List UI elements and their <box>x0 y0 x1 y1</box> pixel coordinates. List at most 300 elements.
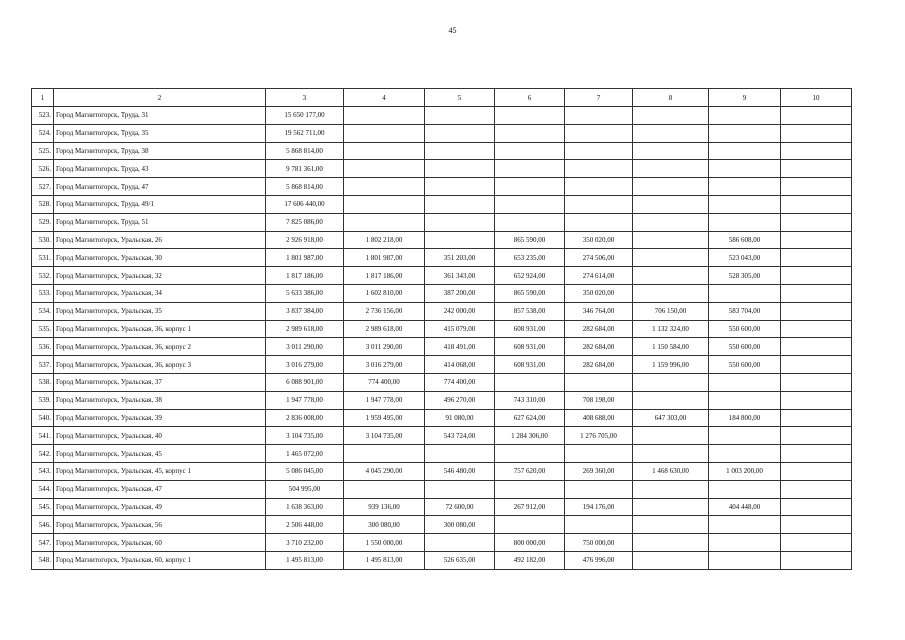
amount-cell: 1 495 813,00 <box>344 551 425 569</box>
amount-cell <box>781 445 852 463</box>
amount-cell <box>633 391 709 409</box>
amount-cell: 3 104 735,00 <box>344 427 425 445</box>
amount-cell <box>633 480 709 498</box>
table-body <box>32 107 852 570</box>
amount-cell: 608 931,00 <box>495 356 565 374</box>
amount-cell: 2 506 448,00 <box>266 516 344 534</box>
amount-cell: 708 198,00 <box>565 391 633 409</box>
column-header-10: 10 <box>781 89 852 107</box>
amount-cell <box>709 516 781 534</box>
table-row <box>32 534 852 552</box>
amount-cell: 404 448,00 <box>709 498 781 516</box>
amount-cell: 5 868 814,00 <box>266 142 344 160</box>
column-header-9: 9 <box>709 89 781 107</box>
row-number-cell: 538. <box>32 373 54 391</box>
amount-cell: 3 011 290,00 <box>344 338 425 356</box>
table-row <box>32 213 852 231</box>
amount-cell <box>709 213 781 231</box>
amount-cell: 408 688,00 <box>565 409 633 427</box>
table-row <box>32 498 852 516</box>
amount-cell: 274 614,00 <box>565 267 633 285</box>
amount-cell: 1 801 987,00 <box>266 249 344 267</box>
address-cell: Город Магнитогорск, Уральская, 60 <box>54 534 266 552</box>
amount-cell <box>633 498 709 516</box>
amount-cell <box>709 551 781 569</box>
amount-cell: 282 684,00 <box>565 356 633 374</box>
address-cell: Город Магнитогорск, Уральская, 56 <box>54 516 266 534</box>
row-number-cell: 545. <box>32 498 54 516</box>
amount-cell: 1 150 584,00 <box>633 338 709 356</box>
amount-cell <box>781 373 852 391</box>
amount-cell: 492 182,00 <box>495 551 565 569</box>
row-number-cell: 533. <box>32 284 54 302</box>
amount-cell: 1 132 324,00 <box>633 320 709 338</box>
row-number-cell: 542. <box>32 445 54 463</box>
amount-cell: 3 016 279,00 <box>344 356 425 374</box>
amount-cell <box>425 178 495 196</box>
amount-cell: 774 400,00 <box>344 373 425 391</box>
amount-cell <box>709 534 781 552</box>
amount-cell: 387 200,00 <box>425 284 495 302</box>
amount-cell: 1 284 306,00 <box>495 427 565 445</box>
amount-cell: 546 480,00 <box>425 462 495 480</box>
amount-cell: 1 959 495,00 <box>344 409 425 427</box>
amount-cell: 774 400,00 <box>425 373 495 391</box>
amount-cell <box>495 480 565 498</box>
row-number-cell: 531. <box>32 249 54 267</box>
amount-cell: 9 781 361,00 <box>266 160 344 178</box>
row-number-cell: 543. <box>32 462 54 480</box>
amount-cell <box>781 142 852 160</box>
amount-cell <box>709 373 781 391</box>
amount-cell <box>425 142 495 160</box>
amount-cell <box>565 107 633 125</box>
amount-cell: 800 000,00 <box>495 534 565 552</box>
row-number-cell: 527. <box>32 178 54 196</box>
amount-cell <box>565 445 633 463</box>
amount-cell: 750 000,00 <box>565 534 633 552</box>
amount-cell: 418 491,00 <box>425 338 495 356</box>
amount-cell <box>709 160 781 178</box>
amount-cell: 17 606 440,00 <box>266 195 344 213</box>
amount-cell <box>425 445 495 463</box>
amount-cell <box>781 231 852 249</box>
amount-cell: 583 704,00 <box>709 302 781 320</box>
amount-cell <box>633 445 709 463</box>
amount-cell: 15 650 177,00 <box>266 107 344 125</box>
amount-cell <box>781 302 852 320</box>
amount-cell <box>633 142 709 160</box>
amount-cell <box>781 534 852 552</box>
address-cell: Город Магнитогорск, Уральская, 40 <box>54 427 266 445</box>
amount-cell: 1 003 200,00 <box>709 462 781 480</box>
amount-cell <box>633 284 709 302</box>
amount-cell: 523 043,00 <box>709 249 781 267</box>
table-row <box>32 373 852 391</box>
address-cell: Город Магнитогорск, Труда, 31 <box>54 107 266 125</box>
amount-cell <box>709 427 781 445</box>
amount-cell <box>495 142 565 160</box>
amount-cell <box>565 516 633 534</box>
row-number-cell: 534. <box>32 302 54 320</box>
amount-cell <box>781 213 852 231</box>
table-row <box>32 195 852 213</box>
column-header-5: 5 <box>425 89 495 107</box>
amount-cell <box>633 373 709 391</box>
amount-cell: 3 011 290,00 <box>266 338 344 356</box>
amount-cell <box>425 124 495 142</box>
amount-cell: 415 079,00 <box>425 320 495 338</box>
amount-cell <box>495 124 565 142</box>
amount-cell: 586 608,00 <box>709 231 781 249</box>
amount-cell <box>495 213 565 231</box>
row-number-cell: 547. <box>32 534 54 552</box>
amount-cell <box>565 195 633 213</box>
amount-cell: 3 710 232,00 <box>266 534 344 552</box>
amount-cell <box>709 480 781 498</box>
amount-cell <box>709 391 781 409</box>
amount-cell <box>781 195 852 213</box>
amount-cell <box>425 107 495 125</box>
amount-cell: 72 600,00 <box>425 498 495 516</box>
amount-cell <box>565 124 633 142</box>
amount-cell: 300 080,00 <box>425 516 495 534</box>
amount-cell: 1 468 630,00 <box>633 462 709 480</box>
row-number-cell: 537. <box>32 356 54 374</box>
amount-cell <box>781 124 852 142</box>
amount-cell: 652 924,00 <box>495 267 565 285</box>
address-cell: Город Магнитогорск, Уральская, 32 <box>54 267 266 285</box>
amount-cell <box>344 107 425 125</box>
address-cell: Город Магнитогорск, Уральская, 37 <box>54 373 266 391</box>
amount-cell <box>781 480 852 498</box>
amount-cell <box>633 213 709 231</box>
amount-cell <box>344 124 425 142</box>
row-number-cell: 541. <box>32 427 54 445</box>
row-number-cell: 530. <box>32 231 54 249</box>
amount-cell: 857 538,00 <box>495 302 565 320</box>
amount-cell: 653 235,00 <box>495 249 565 267</box>
address-cell: Город Магнитогорск, Уральская, 35 <box>54 302 266 320</box>
address-cell: Город Магнитогорск, Уральская, 36, корпус 3 <box>54 356 266 374</box>
amount-cell <box>344 178 425 196</box>
amount-cell: 3 016 279,00 <box>266 356 344 374</box>
amount-cell: 194 176,00 <box>565 498 633 516</box>
amount-cell <box>781 409 852 427</box>
amount-cell: 350 020,00 <box>565 284 633 302</box>
amount-cell: 528 305,00 <box>709 267 781 285</box>
amount-cell: 865 590,00 <box>495 231 565 249</box>
amount-cell: 2 836 008,00 <box>266 409 344 427</box>
address-cell: Город Магнитогорск, Уральская, 36, корпус 2 <box>54 338 266 356</box>
amount-cell <box>495 445 565 463</box>
amount-cell <box>425 160 495 178</box>
table-row <box>32 302 852 320</box>
amount-cell <box>633 160 709 178</box>
column-header-2: 2 <box>54 89 266 107</box>
amount-cell <box>344 195 425 213</box>
amount-cell: 2 926 918,00 <box>266 231 344 249</box>
amount-cell: 1 817 186,00 <box>344 267 425 285</box>
amount-cell <box>633 107 709 125</box>
column-header-8: 8 <box>633 89 709 107</box>
row-number-cell: 544. <box>32 480 54 498</box>
amount-cell <box>781 249 852 267</box>
amount-cell: 7 825 086,00 <box>266 213 344 231</box>
amount-cell <box>781 284 852 302</box>
amount-cell: 4 045 290,00 <box>344 462 425 480</box>
address-cell: Город Магнитогорск, Уральская, 60, корпус 1 <box>54 551 266 569</box>
amount-cell <box>781 338 852 356</box>
amount-cell <box>633 267 709 285</box>
amount-cell <box>781 391 852 409</box>
table-row <box>32 391 852 409</box>
amount-cell: 5 868 814,00 <box>266 178 344 196</box>
amount-cell: 550 600,00 <box>709 356 781 374</box>
amount-cell <box>495 107 565 125</box>
table-row <box>32 480 852 498</box>
row-number-cell: 535. <box>32 320 54 338</box>
amount-cell: 476 996,00 <box>565 551 633 569</box>
address-cell: Город Магнитогорск, Уральская, 30 <box>54 249 266 267</box>
amount-cell: 346 764,00 <box>565 302 633 320</box>
amount-cell: 550 600,00 <box>709 320 781 338</box>
address-cell: Город Магнитогорск, Труда, 49/1 <box>54 195 266 213</box>
amount-cell: 3 104 735,00 <box>266 427 344 445</box>
amount-cell <box>633 195 709 213</box>
column-header-3: 3 <box>266 89 344 107</box>
address-cell: Город Магнитогорск, Уральская, 49 <box>54 498 266 516</box>
row-number-cell: 523. <box>32 107 54 125</box>
amount-cell: 865 590,00 <box>495 284 565 302</box>
address-cell: Город Магнитогорск, Труда, 47 <box>54 178 266 196</box>
table-row <box>32 267 852 285</box>
amount-cell <box>344 142 425 160</box>
amount-cell <box>633 516 709 534</box>
amount-cell <box>425 231 495 249</box>
amount-cell <box>425 534 495 552</box>
table-row <box>32 338 852 356</box>
amount-cell <box>495 160 565 178</box>
column-header-7: 7 <box>565 89 633 107</box>
amount-cell <box>709 124 781 142</box>
row-number-cell: 525. <box>32 142 54 160</box>
amount-cell: 282 684,00 <box>565 338 633 356</box>
amount-cell: 1 276 705,00 <box>565 427 633 445</box>
amount-cell <box>565 178 633 196</box>
amount-cell <box>344 480 425 498</box>
row-number-cell: 528. <box>32 195 54 213</box>
amount-cell <box>709 178 781 196</box>
amount-cell: 1 801 987,00 <box>344 249 425 267</box>
amount-cell <box>633 178 709 196</box>
amount-cell <box>781 267 852 285</box>
amount-cell: 706 150,00 <box>633 302 709 320</box>
amount-cell <box>565 160 633 178</box>
amount-cell <box>425 213 495 231</box>
table-row <box>32 231 852 249</box>
amount-cell <box>565 480 633 498</box>
amount-cell <box>565 373 633 391</box>
table-row <box>32 249 852 267</box>
amount-cell: 550 600,00 <box>709 338 781 356</box>
amount-cell: 242 000,00 <box>425 302 495 320</box>
column-header-6: 6 <box>495 89 565 107</box>
amount-cell: 5 086 045,00 <box>266 462 344 480</box>
table-row <box>32 320 852 338</box>
register-table <box>31 88 852 570</box>
amount-cell <box>781 551 852 569</box>
amount-cell <box>709 107 781 125</box>
amount-cell <box>425 480 495 498</box>
table-row <box>32 356 852 374</box>
amount-cell <box>495 195 565 213</box>
amount-cell: 627 624,00 <box>495 409 565 427</box>
amount-cell: 3 837 384,00 <box>266 302 344 320</box>
column-header-1: 1 <box>32 89 54 107</box>
amount-cell <box>781 427 852 445</box>
amount-cell: 526 635,00 <box>425 551 495 569</box>
row-number-cell: 524. <box>32 124 54 142</box>
address-cell: Город Магнитогорск, Труда, 38 <box>54 142 266 160</box>
amount-cell <box>781 107 852 125</box>
row-number-cell: 540. <box>32 409 54 427</box>
amount-cell: 496 270,00 <box>425 391 495 409</box>
amount-cell: 267 912,00 <box>495 498 565 516</box>
amount-cell <box>781 516 852 534</box>
amount-cell: 1 947 778,00 <box>266 391 344 409</box>
amount-cell: 414 068,00 <box>425 356 495 374</box>
amount-cell <box>495 516 565 534</box>
address-cell: Город Магнитогорск, Уральская, 26 <box>54 231 266 249</box>
amount-cell <box>344 445 425 463</box>
amount-cell <box>565 142 633 160</box>
amount-cell: 1 947 778,00 <box>344 391 425 409</box>
amount-cell: 1 802 218,00 <box>344 231 425 249</box>
row-number-cell: 548. <box>32 551 54 569</box>
table-row <box>32 142 852 160</box>
amount-cell <box>781 320 852 338</box>
row-number-cell: 546. <box>32 516 54 534</box>
amount-cell <box>495 373 565 391</box>
amount-cell <box>633 249 709 267</box>
amount-cell: 2 736 156,00 <box>344 302 425 320</box>
amount-cell <box>781 462 852 480</box>
table-row <box>32 124 852 142</box>
amount-cell: 2 989 618,00 <box>344 320 425 338</box>
table-row <box>32 427 852 445</box>
column-header-4: 4 <box>344 89 425 107</box>
row-number-cell: 529. <box>32 213 54 231</box>
amount-cell: 300 080,00 <box>344 516 425 534</box>
amount-cell: 91 080,00 <box>425 409 495 427</box>
amount-cell: 1 817 186,00 <box>266 267 344 285</box>
amount-cell <box>709 284 781 302</box>
amount-cell <box>344 213 425 231</box>
page-number: 45 <box>448 26 457 35</box>
row-number-cell: 536. <box>32 338 54 356</box>
amount-cell: 647 303,00 <box>633 409 709 427</box>
amount-cell <box>709 195 781 213</box>
amount-cell: 19 562 711,00 <box>266 124 344 142</box>
row-number-cell: 526. <box>32 160 54 178</box>
table-row <box>32 178 852 196</box>
amount-cell: 269 360,00 <box>565 462 633 480</box>
amount-cell: 757 620,00 <box>495 462 565 480</box>
address-cell: Город Магнитогорск, Уральская, 34 <box>54 284 266 302</box>
address-cell: Город Магнитогорск, Уральская, 38 <box>54 391 266 409</box>
amount-cell: 5 633 386,00 <box>266 284 344 302</box>
address-cell: Город Магнитогорск, Уральская, 36, корпус 1 <box>54 320 266 338</box>
amount-cell <box>495 178 565 196</box>
amount-cell <box>781 178 852 196</box>
amount-cell: 282 684,00 <box>565 320 633 338</box>
amount-cell: 2 989 618,00 <box>266 320 344 338</box>
amount-cell: 1 638 363,00 <box>266 498 344 516</box>
row-number-cell: 539. <box>32 391 54 409</box>
table-row <box>32 462 852 480</box>
amount-cell: 184 800,00 <box>709 409 781 427</box>
amount-cell: 1 159 996,00 <box>633 356 709 374</box>
amount-cell <box>633 551 709 569</box>
amount-cell <box>425 195 495 213</box>
table-row <box>32 409 852 427</box>
table-row <box>32 445 852 463</box>
amount-cell: 743 310,00 <box>495 391 565 409</box>
amount-cell: 504 995,00 <box>266 480 344 498</box>
amount-cell: 6 088 901,00 <box>266 373 344 391</box>
table-row <box>32 160 852 178</box>
amount-cell: 350 020,00 <box>565 231 633 249</box>
amount-cell: 608 931,00 <box>495 338 565 356</box>
amount-cell: 1 465 072,00 <box>266 445 344 463</box>
table-row <box>32 551 852 569</box>
table-header-row <box>32 89 852 107</box>
amount-cell <box>344 160 425 178</box>
amount-cell <box>633 231 709 249</box>
address-cell: Город Магнитогорск, Уральская, 39 <box>54 409 266 427</box>
address-cell: Город Магнитогорск, Уральская, 45, корпус 1 <box>54 462 266 480</box>
amount-cell <box>565 213 633 231</box>
amount-cell <box>633 534 709 552</box>
amount-cell: 351 203,00 <box>425 249 495 267</box>
amount-cell: 274 506,00 <box>565 249 633 267</box>
table-row <box>32 284 852 302</box>
amount-cell <box>633 427 709 445</box>
address-cell: Город Магнитогорск, Уральская, 47 <box>54 480 266 498</box>
amount-cell: 939 136,00 <box>344 498 425 516</box>
table-row <box>32 107 852 125</box>
row-number-cell: 532. <box>32 267 54 285</box>
amount-cell: 1 495 813,00 <box>266 551 344 569</box>
amount-cell: 1 602 810,00 <box>344 284 425 302</box>
address-cell: Город Магнитогорск, Труда, 51 <box>54 213 266 231</box>
amount-cell <box>781 160 852 178</box>
address-cell: Город Магнитогорск, Труда, 35 <box>54 124 266 142</box>
amount-cell <box>781 356 852 374</box>
address-cell: Город Магнитогорск, Труда, 43 <box>54 160 266 178</box>
amount-cell <box>633 124 709 142</box>
table-row <box>32 516 852 534</box>
address-cell: Город Магнитогорск, Уральская, 45 <box>54 445 266 463</box>
amount-cell <box>709 445 781 463</box>
amount-cell <box>709 142 781 160</box>
amount-cell: 608 931,00 <box>495 320 565 338</box>
amount-cell: 1 550 000,00 <box>344 534 425 552</box>
amount-cell: 361 343,00 <box>425 267 495 285</box>
amount-cell <box>781 498 852 516</box>
amount-cell: 543 724,00 <box>425 427 495 445</box>
